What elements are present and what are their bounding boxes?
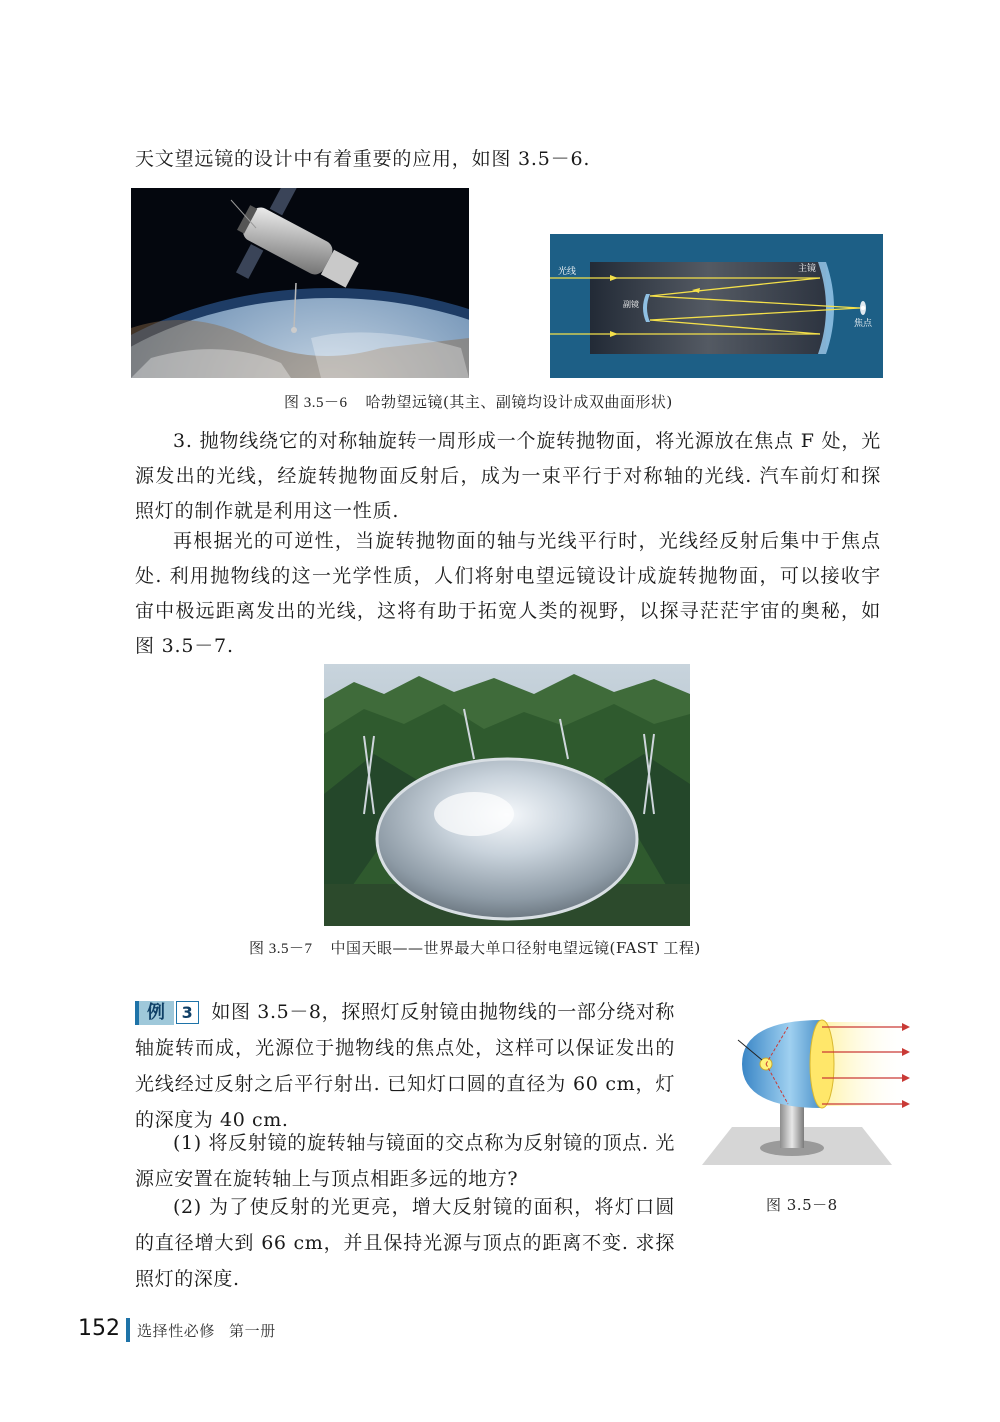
- footer-divider: [126, 1318, 130, 1342]
- searchlight-figure: [702, 1000, 912, 1170]
- example-tag: 例: [135, 1001, 174, 1025]
- hubble-photo: [131, 188, 469, 378]
- paragraph-reversibility: 再根据光的可逆性，当旋转抛物面的轴与光线平行时，光线经反射后集中于焦点处. 利用抛物线的这一光学性质，人们将射电望远镜设计成旋转抛物面，可以接收宇宙中极远距离发出的光线，这将有助于拓宽人类的视野，以探寻茫茫宇宙的奥秘，如图 3.5－7.: [135, 530, 881, 657]
- fast-photo: [324, 664, 690, 926]
- diagram-primary-label: 主镜: [798, 264, 817, 274]
- footer-volume: 第一册: [229, 1322, 276, 1340]
- figure-358-label: 图 3.5－8: [766, 1196, 838, 1214]
- diagram-light-label: 光线: [558, 267, 577, 277]
- page-number: 152: [78, 1316, 120, 1341]
- figure-357-label: 图 3.5－7: [249, 941, 313, 957]
- example-number: 3: [176, 1001, 200, 1024]
- paragraph-property: 3. 抛物线绕它的对称轴旋转一周形成一个旋转抛物面，将光源放在焦点 F 处，光源发出的光线，经旋转抛物面反射后，成为一束平行于对称轴的光线. 汽车前灯和探照灯的制作就是利用这一性质.: [135, 430, 881, 522]
- figure-357-caption: [249, 937, 701, 958]
- footer-book: 选择性必修: [137, 1322, 216, 1340]
- paragraph-intro: 天文望远镜的设计中有着重要的应用，如图 3.5－6.: [135, 148, 591, 170]
- telescope-diagram-svg: [550, 234, 883, 378]
- example-intro-text: 如图 3.5－8，探照灯反射镜由抛物线的一部分绕对称轴旋转而成，光源位于抛物线的焦点处，这样可以保证发出的光线经过反射之后平行射出. 已知灯口圆的直径为 60 cm，灯的深度为 40 cm.: [135, 1001, 675, 1131]
- example-intro: [135, 994, 675, 1138]
- figure-356-label: 图 3.5－6: [284, 395, 348, 411]
- figure-356-caption: [284, 391, 673, 412]
- figure-356-text: 哈勃望远镜(其主、副镜均设计成双曲面形状): [365, 393, 673, 411]
- diagram-focus-label: 焦点: [854, 319, 873, 329]
- diagram-secondary-label: 副镜: [623, 300, 639, 309]
- telescope-diagram: [550, 234, 883, 378]
- footer-book-title: [137, 1320, 276, 1341]
- example-question-2: (2) 为了使反射的光更亮，增大反射镜的面积，将灯口圆的直径增大到 66 cm，并且保持光源与顶点的距离不变. 求探照灯的深度.: [135, 1196, 675, 1290]
- example-question-1: (1) 将反射镜的旋转轴与镜面的交点称为反射镜的顶点. 光源应安置在旋转轴上与顶点相距多远的地方?: [135, 1132, 675, 1190]
- figure-358-caption: [766, 1194, 838, 1215]
- figure-357-text: 中国天眼——世界最大单口径射电望远镜(FAST 工程): [330, 939, 701, 957]
